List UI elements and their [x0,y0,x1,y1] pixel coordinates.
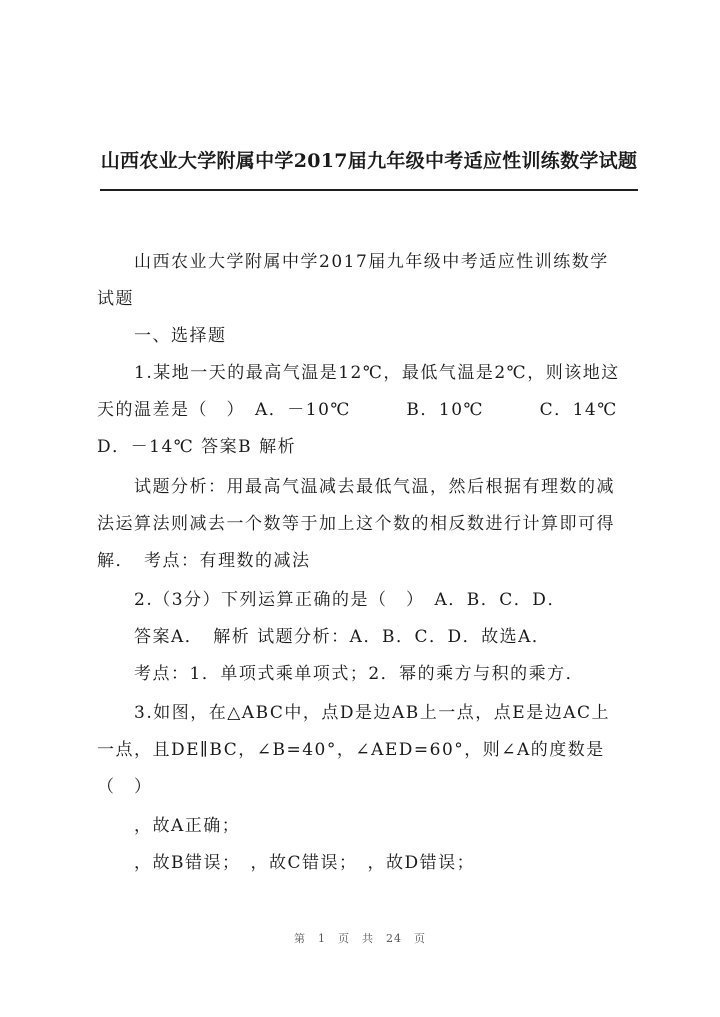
body-line: 一点，且DE∥BC，∠B=40°，∠AED=60°，则∠A的度数是 [97,740,605,760]
body-line: 2.（3分）下列运算正确的是（ ） A．B．C．D． [97,590,566,610]
document-title: 山西农业大学附属中学2017届九年级中考适应性训练数学试题 [100,150,638,172]
body-line: （ ） [97,777,153,797]
body-line: 试题 [97,289,134,309]
body-line: ，故A正确； [97,816,241,836]
body-line: D．－14℃ 答案B 解析 [97,437,297,457]
body-line: 答案A． 解析 试题分析：A．B．C．D．故选A． [97,627,551,647]
body-line: 天的温差是（ ） A．－10℃ B．10℃ C．14℃ [97,400,618,420]
body-line: 1.某地一天的最高气温是12℃，最低气温是2℃，则该地这 [97,363,620,383]
page-number-footer: 第 1 页 共 24 页 [294,932,426,945]
body-line: 解． 考点：有理数的减法 [97,551,311,571]
header-divider [100,189,638,191]
body-line: 试题分析：用最高气温减去最低气温，然后根据有理数的减 [97,477,615,497]
body-line: 3.如图，在△ABC中，点D是边AB上一点，点E是边AC上 [97,703,610,723]
body-line: 一、选择题 [97,326,227,346]
body-line: 法运算法则减去一个数等于加上这个数的相反数进行计算即可得 [97,514,615,534]
body-line: ，故B错误； ，故C错误； ，故D错误； [97,853,476,873]
body-line: 考点：1．单项式乘单项式；2．幂的乘方与积的乘方． [97,664,585,684]
document-header [100,146,638,194]
body-line: 山西农业大学附属中学2017届九年级中考适应性训练数学 [97,252,609,272]
